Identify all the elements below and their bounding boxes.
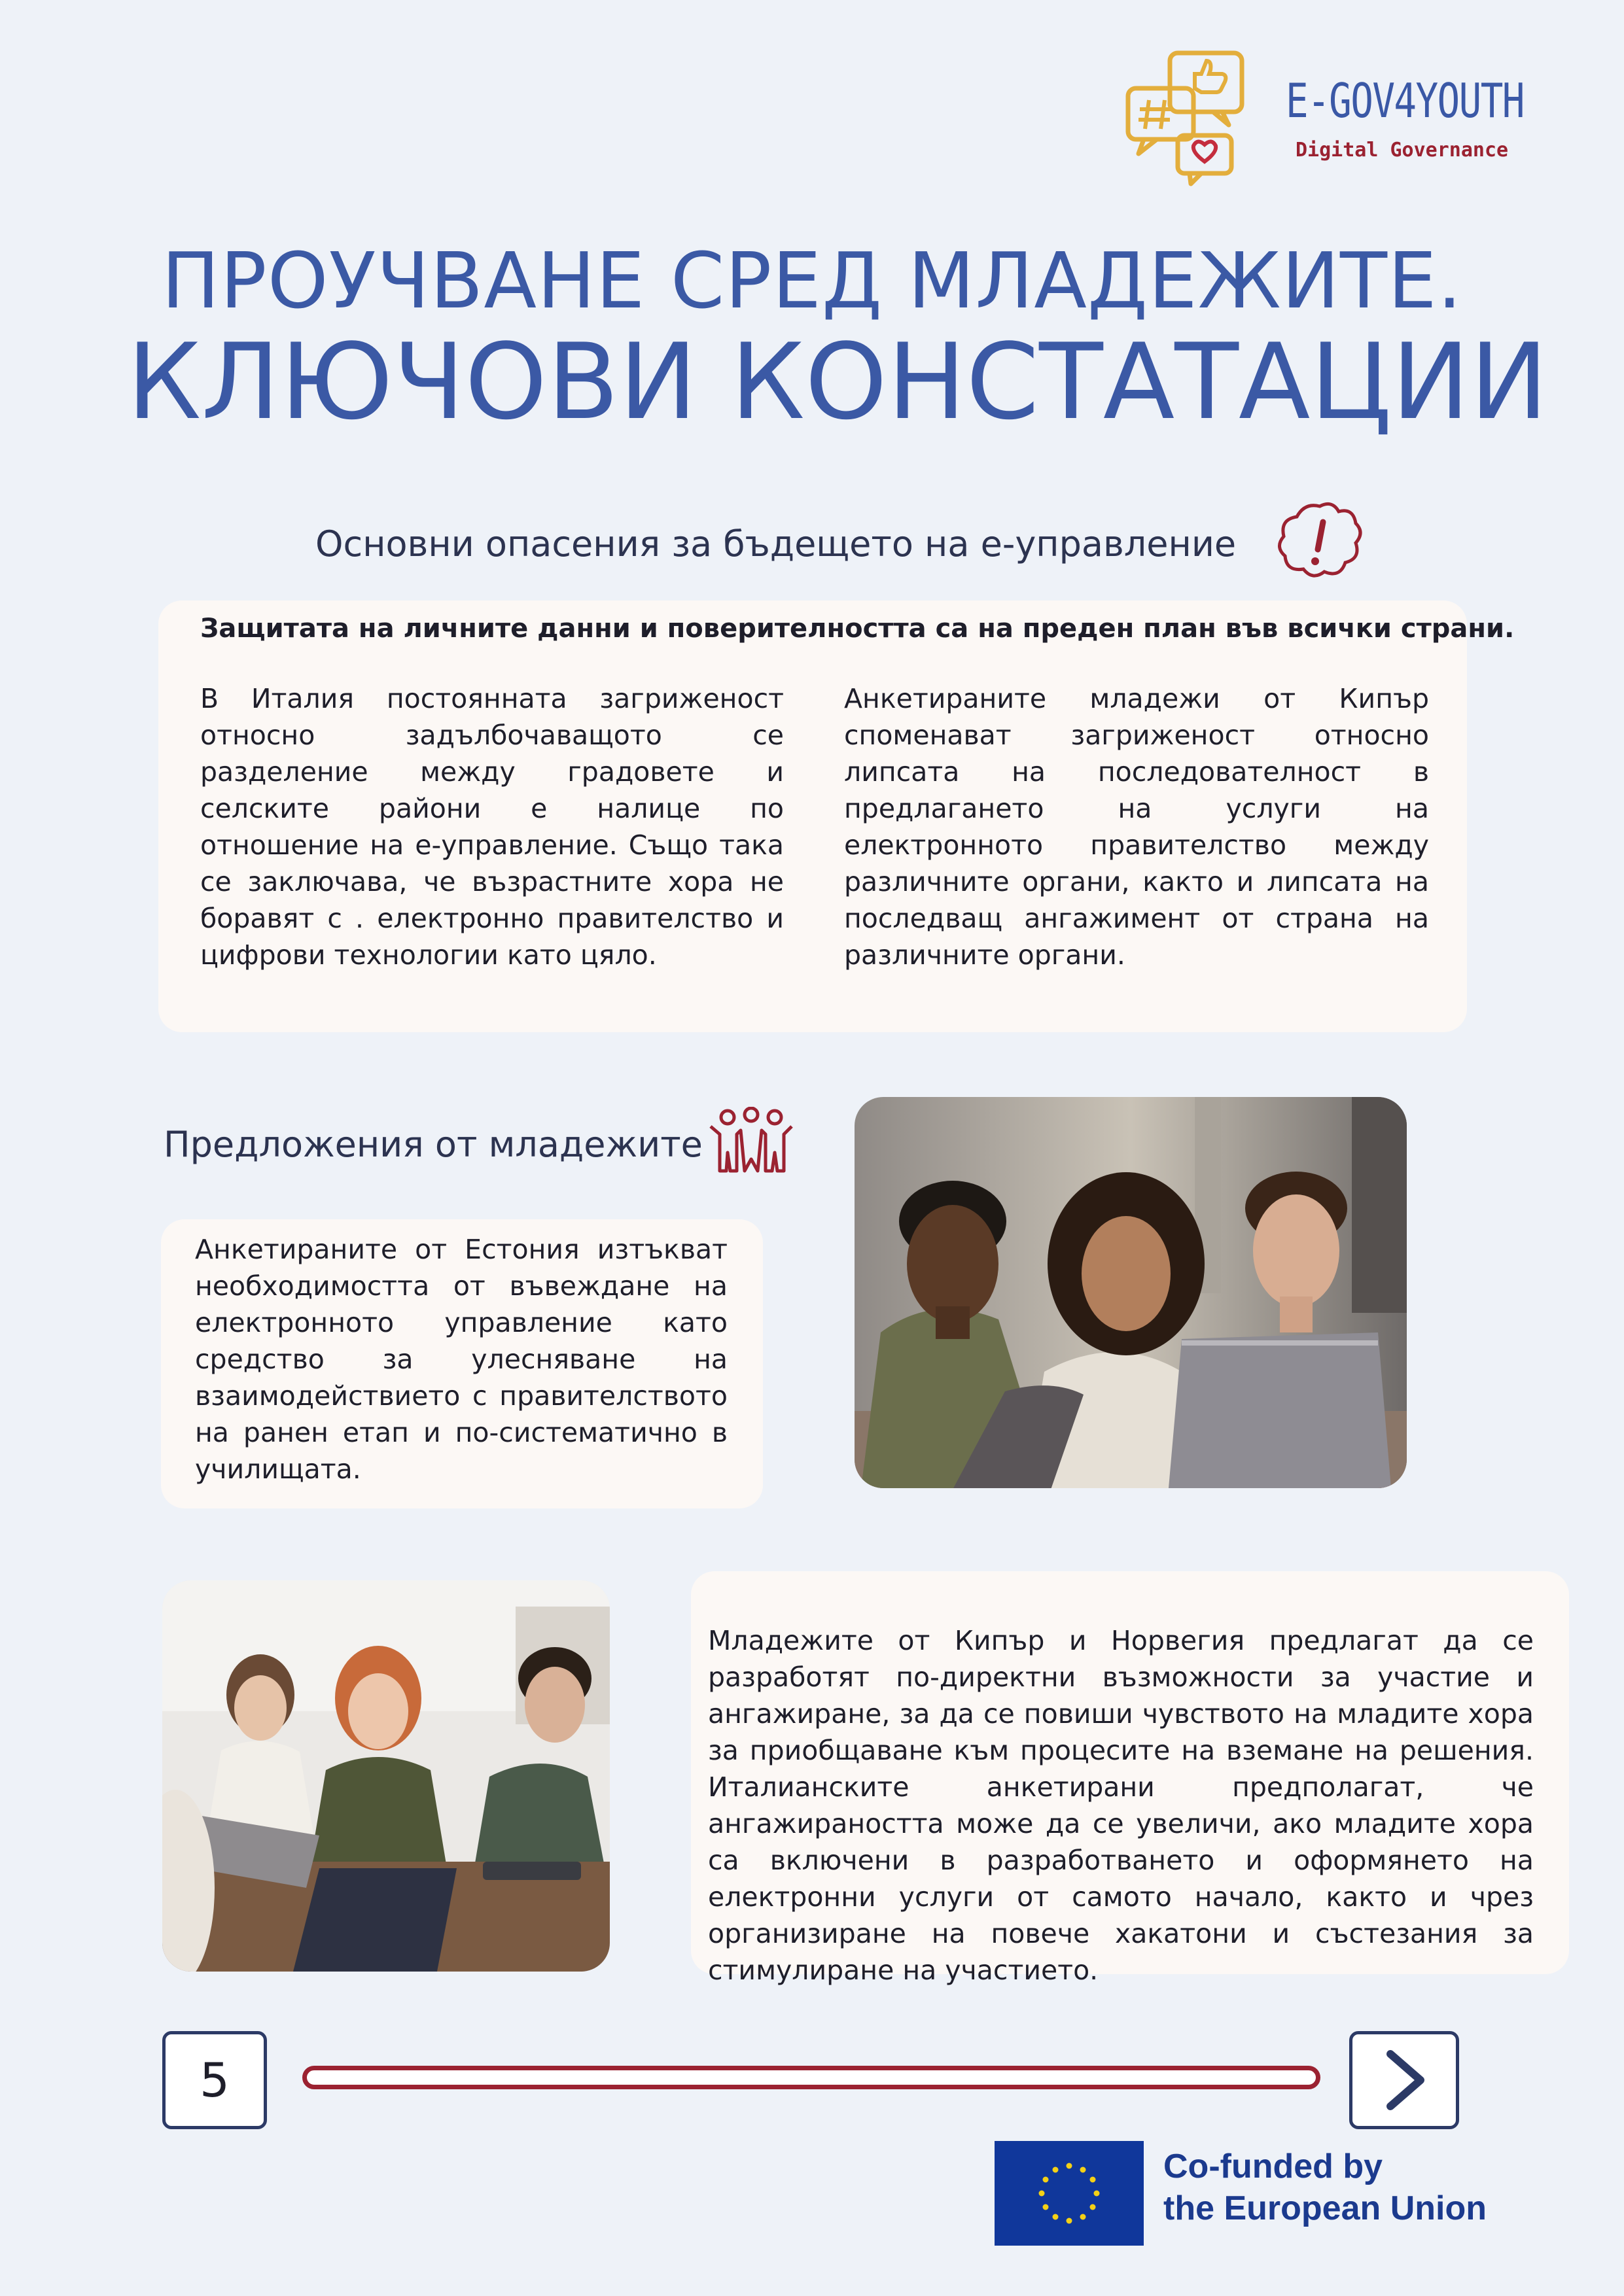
- page-title-line2: КЛЮЧОВИ КОНСТАТАЦИИ: [126, 321, 1549, 443]
- students-photo: [855, 1097, 1407, 1488]
- concerns-lead: Защитата на личните данни и поверителността са на преден план във всички страни.: [200, 614, 1515, 644]
- concerns-italy-text: В Италия постоянната загриженост относно задълбочаващото се разделение между градовете и селските райони е налице по отношение на е-управление. Също така се заключава, че възрастните хора не боравят с . електронно правителство и цифрови технологии като цяло.: [200, 683, 784, 971]
- proposals-heading: Предложения от младежите: [164, 1124, 703, 1165]
- logo-title: E-GOV4YOUTH: [1286, 73, 1524, 128]
- page-number: 5: [162, 2031, 267, 2129]
- meeting-photo-image: [162, 1580, 610, 1972]
- eu-flag-icon: [995, 2141, 1144, 2246]
- eu-line-2: the European Union: [1163, 2189, 1487, 2227]
- progress-bar: [302, 2066, 1320, 2089]
- concerns-heading: Основни опасения за бъдещето на е-управление: [315, 523, 1237, 565]
- page-title-line1: ПРОУЧВАНЕ СРЕД МЛАДЕЖИТЕ.: [161, 235, 1463, 326]
- estonia-text: Анкетираните от Естония изтъкват необходимостта от въвеждане на електронното управление като средство за улесняване на взаимодействието с правителството на ранен етап и по-систематично в училищата.: [195, 1234, 728, 1485]
- next-page-button[interactable]: [1349, 2031, 1459, 2129]
- youth-group-icon: [708, 1107, 794, 1175]
- alert-icon: [1275, 498, 1365, 582]
- cyprus-norway-text: Младежите от Кипър и Норвегия предлагат да се разработят по-директни възможности за участие и ангажиране, за да се повиши чувството на младите хора за приобщаване към процесите на вземане на решения. Италианските анкетирани предполагат, че ангажираността може да се увеличи, ако младите хора са включени в разработването и оформянето на електронни услуги от самото начало, както и чрез организиране на повече хакатони и състезания за стимулиране на участието.: [708, 1625, 1534, 1986]
- concerns-cyprus-text: Анкетираните младежи от Кипър споменават загриженост относно липсата на последователност в предлагането на услуги на електронното правителство между различните органи, както и липсата на последващ ангажимент от страна на различните органи.: [844, 683, 1429, 971]
- chat-bubbles-icon: [1124, 49, 1255, 186]
- logo-subtitle: Digital Governance: [1296, 139, 1509, 162]
- chevron-right-icon: [1352, 2034, 1456, 2126]
- meeting-photo: [162, 1580, 610, 1972]
- eu-cofunded-text: [1163, 2146, 1487, 2229]
- eu-line-1: Co-funded by: [1163, 2148, 1383, 2185]
- students-photo-image: [855, 1097, 1407, 1488]
